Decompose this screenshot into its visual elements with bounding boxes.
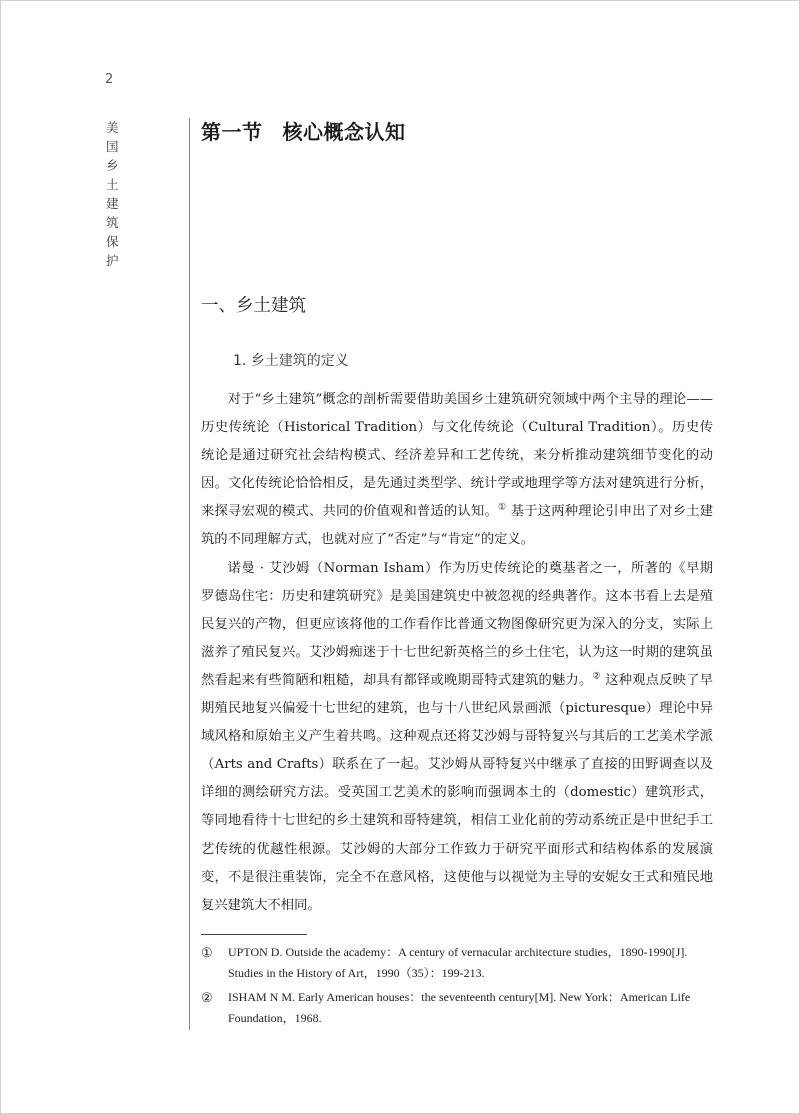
paragraph-1 xyxy=(201,386,713,555)
footnote-1-text: UPTON D. Outside the academy：A century of vernacular architecture studies，1890-1990[J]. Studies in the History of Art，1990（35）：199-213. xyxy=(228,945,688,980)
footnote-2-number: ② xyxy=(201,990,213,1005)
footnotes xyxy=(201,942,713,1032)
section-title xyxy=(201,116,406,145)
footnote-2 xyxy=(201,987,713,1029)
margin-rule xyxy=(189,118,190,1030)
footnote-ref-1: ① xyxy=(498,502,507,513)
paragraph-2 xyxy=(201,555,713,920)
body-text xyxy=(201,386,713,920)
heading-level-2: 1. 乡土建筑的定义 xyxy=(233,353,349,369)
page-number: 2 xyxy=(105,72,114,87)
paragraph-1-text-cont: 基于这两种理论引申出了对乡土建筑的不同理解方式，也就对应了“否定”与“肯定”的定义。 xyxy=(201,504,714,548)
section-name: 核心概念认知 xyxy=(282,120,406,144)
footnote-separator xyxy=(201,934,307,935)
paragraph-2-text-cont: 这种观点反映了早期殖民地复兴偏爱十七世纪的建筑，也与十八世纪风景画派（picturesque）理论中异域风格和原始主义产生着共鸣。这种观点还将艾沙姆与哥特复兴与其后的工艺美术学派（Arts and Crafts）联系在了一起。艾沙姆从哥特复兴中继承了直接的田野调查以及详细的测绘研究方法。受英国工艺美术的影响而强调本土的（domestic）建筑形式，等同地看待十七世纪的乡土建筑和哥特建筑，相信工业化前的劳动系统正是中世纪手工艺传统的优越性根源。艾沙姆的大部分工作致力于研究平面形式和结构体系的发展演变，不是很注重装饰，完全不在意风格，这使他与以视觉为主导的安妮女王式和殖民地复兴建筑大不相同。 xyxy=(201,672,714,913)
footnote-2-text: ISHAM N M. Early American houses：the seventeenth century[M]. New York：American Life Foundation，1968. xyxy=(228,990,691,1025)
footnote-ref-2: ② xyxy=(592,671,601,682)
footnote-1-number: ① xyxy=(201,945,213,960)
paragraph-2-text: 诺曼 · 艾沙姆（Norman Isham）作为历史传统论的奠基者之一，所著的《早期罗德岛住宅：历史和建筑研究》是美国建筑史中被忽视的经典著作。这本书看上去是殖民复兴的产物，但更应该将他的工作看作比普通文物图像研究更为深入的分支，实际上滋养了殖民复兴。艾沙姆痴迷于十七世纪新英格兰的乡土住宅，认为这一时期的建筑虽然看起来有些简陋和粗糙，却具有都铎或晚期哥特式建筑的魅力。 xyxy=(201,560,713,688)
paragraph-1-text: 对于“乡土建筑”概念的剖析需要借助美国乡土建筑研究领域中两个主导的理论——历史传统论（Historical Tradition）与文化传统论（Cultural Tradition）。历史传统论是通过研究社会结构模式、经济差异和工艺传统，来分析推动建筑细节变化的动因。文化传统论恰恰相反，是先通过类型学、统计学或地理学等方法对建筑进行分析，来探寻宏观的模式、共同的价值观和普适的认知。 xyxy=(201,392,713,520)
footnote-1 xyxy=(201,942,713,984)
running-head: 美国乡土建筑保护 xyxy=(106,120,119,268)
heading-level-1: 一、乡土建筑 xyxy=(201,296,306,316)
section-number: 第一节 xyxy=(201,120,263,144)
